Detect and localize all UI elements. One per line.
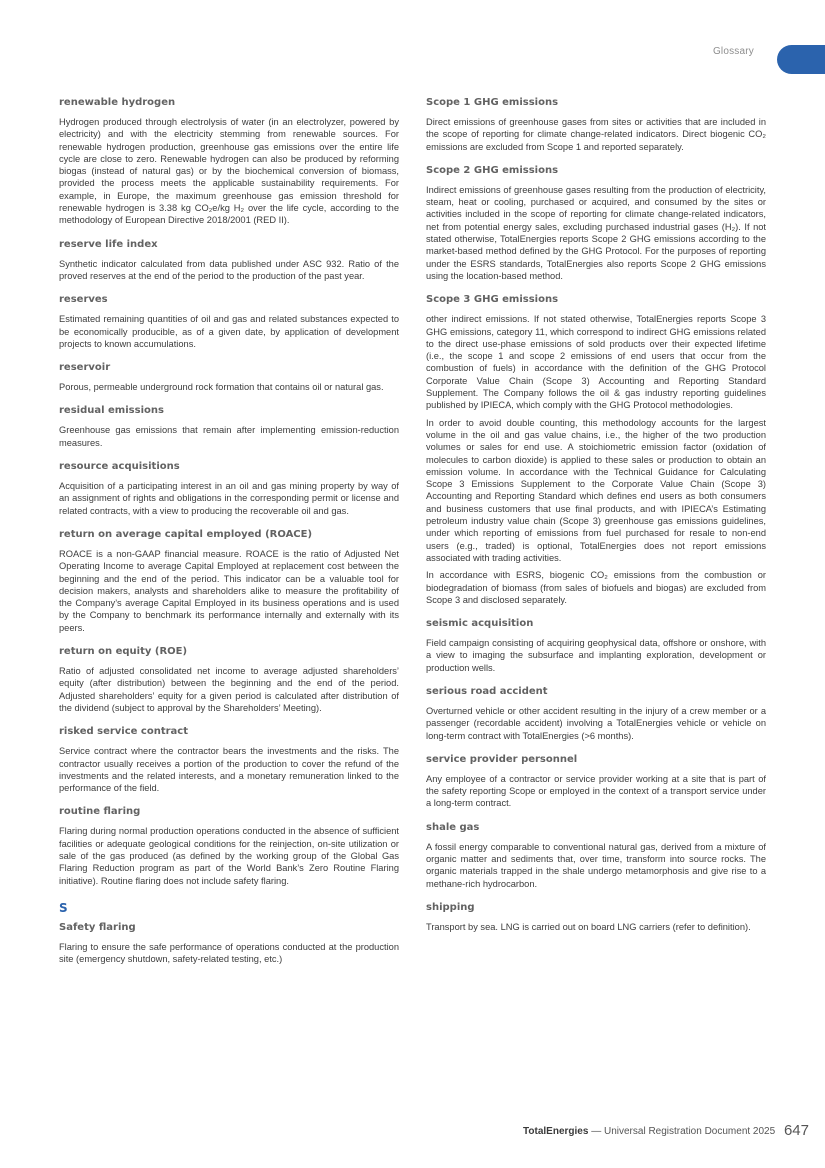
glossary-term: resource acquisitions xyxy=(59,461,180,473)
glossary-definition: other indirect emissions. If not stated otherwise, TotalEnergies reports Scope 3 GHG emissions, category 11, which correspond to indirect GHG emissions related to the direct use-phase emissions of sold products over their expected lifetime (i.e., the scope 1 and scope 2 emissions of end users that occur from the combustion of fuels) in accordance with the definition of the GHG Protocol Corporate Value Chain (Scope 3) Accounting and Reporting Standard Supplement. The Company follows the oil & gas industry reporting guidelines published by IPIECA, which comply with the GHG Protocol methodologies. xyxy=(426,314,766,411)
glossary-definition: In accordance with ESRS, biogenic CO₂ emissions from the combustion or biodegradation of biomass (from sales of biofuels and biogas) are excluded from Scope 3 and disclosed separately. xyxy=(426,570,766,605)
glossary-definition: Direct emissions of greenhouse gases from sites or activities that are included in the scope of reporting for climate change-related indicators. Direct biogenic CO₂ emissions are excluded from Scope 1 and reported separately. xyxy=(426,117,766,152)
glossary-entry xyxy=(59,238,399,283)
glossary-entry xyxy=(59,528,399,634)
glossary-entry xyxy=(426,617,766,674)
glossary-entry xyxy=(426,96,766,153)
glossary-definition: Any employee of a contractor or service provider working at a site that is part of the safety reporting Scope or employed in the context of a transport service under a long-term contract. xyxy=(426,773,766,809)
left-column xyxy=(59,96,399,976)
glossary-entry xyxy=(59,404,399,449)
glossary-definition: Estimated remaining quantities of oil and gas and related substances expected to be economically producible, as of a given date, by application of development projects to known accumulations. xyxy=(59,314,399,349)
glossary-term: Scope 1 GHG emissions xyxy=(426,97,559,108)
glossary-term: service provider personnel xyxy=(426,753,578,765)
footer-document-title: Universal Registration Document 2025 xyxy=(603,1126,776,1137)
glossary-term: Scope 2 GHG emissions xyxy=(426,164,559,176)
glossary-definition: Transport by sea. LNG is carried out on board LNG carriers (refer to definition). xyxy=(426,921,751,932)
glossary-definition: Overturned vehicle or other accident resulting in the injury of a crew member or a passenger (recordable accident) involving a TotalEnergies vehicle or vehicle on long-term contract with TotalEnergies (>6 months). xyxy=(426,705,766,741)
right-column xyxy=(426,96,766,944)
glossary-definition: Indirect emissions of greenhouse gases resulting from the production of electricity, steam, heat or cooling, purchased or acquired, and consumed by the sites or activities included in the scope of reporting for climate change-related indicators, net from potential energy sales, excluding purchased industrial gases (H₂). If not stated otherwise, TotalEnergies reports Scope 2 GHG emissions according to the market-based method defined by the GHG Protocol. For the purposes of reporting under the ESRS standards, TotalEnergies also reports Scope 2 GHG emissions using the location-based method. xyxy=(426,184,766,281)
glossary-entry xyxy=(59,361,399,393)
footer-brand: TotalEnergies xyxy=(523,1126,589,1137)
glossary-term: residual emissions xyxy=(59,405,164,417)
page-number: 647 xyxy=(783,1122,809,1139)
glossary-term: return on average capital employed (ROACE) xyxy=(59,528,313,540)
glossary-entry xyxy=(426,901,766,933)
glossary-entry xyxy=(426,164,766,282)
glossary-term: reservoir xyxy=(59,362,111,374)
glossary-entry xyxy=(426,821,766,890)
page-footer xyxy=(523,1122,809,1139)
glossary-term: shale gas xyxy=(426,821,480,833)
glossary-term: renewable hydrogen xyxy=(59,97,176,108)
glossary-entry xyxy=(59,293,399,350)
glossary-definition: Flaring to ensure the safe performance of operations conducted at the production site (emergency shutdown, safety-related testing, etc.) xyxy=(59,941,399,965)
glossary-term: shipping xyxy=(426,901,475,913)
glossary-definition: ROACE is a non-GAAP financial measure. ROACE is the ratio of Adjusted Net Operating Income to average Capital Employed at replacement cost between the beginning and the end of the period. This indicator can be a valuable tool for decision makers, analysts and shareholders alike to measure the profitability of the Company’s average Capital Employed in its business operations and is used by the Company to benchmark its performance internally and externally with its peers. xyxy=(59,548,399,633)
glossary-entry xyxy=(59,460,399,517)
glossary-definition: Acquisition of a participating interest in an oil and gas mining property by way of an assignment of rights and obligations in the corresponding permit or license and related contracts, with a view to producing the recoverable oil and gas. xyxy=(59,481,399,516)
glossary-definition: Hydrogen produced through electrolysis of water (in an electrolyzer, powered by electricity) and with the electricity stemming from renewable sources. For renewable hydrogen production, greenhouse gas emissions over the entire life cycle are close to zero. Renewable hydrogen can also be produced by reforming biogas (instead of natural gas) or by the biochemical conversion of biomass, provided the process meets the applicable sustainability requirements. For example, in Europe, the maximum greenhouse gas emission threshold for renewable hydrogen is 3.38 kg CO₂e/kg H₂ over the life cycle, according to the methodology of European Directive 2018/2001 (RED II). xyxy=(59,117,399,226)
glossary-term: seismic acquisition xyxy=(426,618,534,630)
glossary-definition: In order to avoid double counting, this methodology accounts for the largest volume in the oil and gas value chains, i.e., the higher of the two production volumes or sales for end use. A stoichiometric emission factor (oxidation of molecules to carbon dioxide) is applied to these sales or production to obtain an emission volume. In accordance with the Technical Guidance for Calculating Scope 3 Emissions Supplement to the Corporate Value Chain (Scope 3) Accounting and Reporting Standard which defines end users as both consumers and business customers that use final products, and with IPIECA’s Estimating petroleum industry value chain (Scope 3) greenhouse gas emissions guidelines, under which reporting of emissions from fuel purchased for resale to non-end users (e.g., traded) is optional, TotalEnergies does not report emissions associated with trading activities. xyxy=(426,417,766,563)
glossary-term: reserve life index xyxy=(59,238,158,250)
section-label: Glossary xyxy=(712,46,754,57)
glossary-definition: Field campaign consisting of acquiring geophysical data, offshore or onshore, with a view to imaging the subsurface and implanting exploration, development or production wells. xyxy=(426,638,766,673)
glossary-entry xyxy=(426,753,766,810)
glossary-definition: Ratio of adjusted consolidated net income to average adjusted shareholders’ equity (after distribution) between the beginning and the end of the period. Adjusted shareholders’ equity for a given period is calculated after distribution of the dividend (subject to approval by the Shareholders’ Meeting). xyxy=(59,666,399,713)
glossary-definition: Synthetic indicator calculated from data published under ASC 932. Ratio of the proved reserves at the end of the period to the production of the past year. xyxy=(59,258,399,281)
glossary-definition: Flaring during normal production operations conducted in the absence of sufficient facilities or adequate geological conditions for the reinjection, on-site utilization or sale of the gas produced (as defined by the working group of the Global Gas Flaring Reduction program as part of the World Bank’s Zero Routine Flaring initiative). Routine flaring does not include safety flaring. xyxy=(59,826,399,886)
glossary-term: Scope 3 GHG emissions xyxy=(426,294,559,306)
glossary-term: return on equity (ROE) xyxy=(59,646,188,658)
glossary-entry xyxy=(426,685,766,742)
glossary-definition: Service contract where the contractor bears the investments and the risks. The contractor usually receives a portion of the production to cover the refund of the investments and the related interests, and a monetary remuneration linked to the performance of the field. xyxy=(59,746,399,794)
glossary-term: serious road accident xyxy=(426,685,548,697)
glossary-term: routine flaring xyxy=(59,806,141,818)
glossary-term: Safety flaring xyxy=(59,921,136,933)
section-letter: S xyxy=(59,900,68,915)
glossary-term: risked service contract xyxy=(59,726,189,738)
glossary-definition: Porous, permeable underground rock formation that contains oil or natural gas. xyxy=(59,382,384,393)
glossary-definition: Greenhouse gas emissions that remain after implementing emission-reduction measures. xyxy=(59,425,399,448)
glossary-entry xyxy=(59,921,399,966)
section-tab-marker xyxy=(777,45,825,74)
glossary-definition: A fossil energy comparable to conventional natural gas, derived from a mixture of organic matter and sediments that, over time, transform into source rocks. The organic materials trapped in the shale undergo metamorphosis and give rise to a methane-rich hydrocarbon. xyxy=(426,841,766,889)
glossary-entry xyxy=(426,293,766,606)
glossary-term: reserves xyxy=(59,294,108,306)
glossary-entry xyxy=(59,805,399,886)
glossary-entry xyxy=(59,725,399,794)
glossary-entry xyxy=(59,645,399,714)
glossary-entry xyxy=(59,96,399,227)
footer-separator: — xyxy=(591,1126,602,1137)
